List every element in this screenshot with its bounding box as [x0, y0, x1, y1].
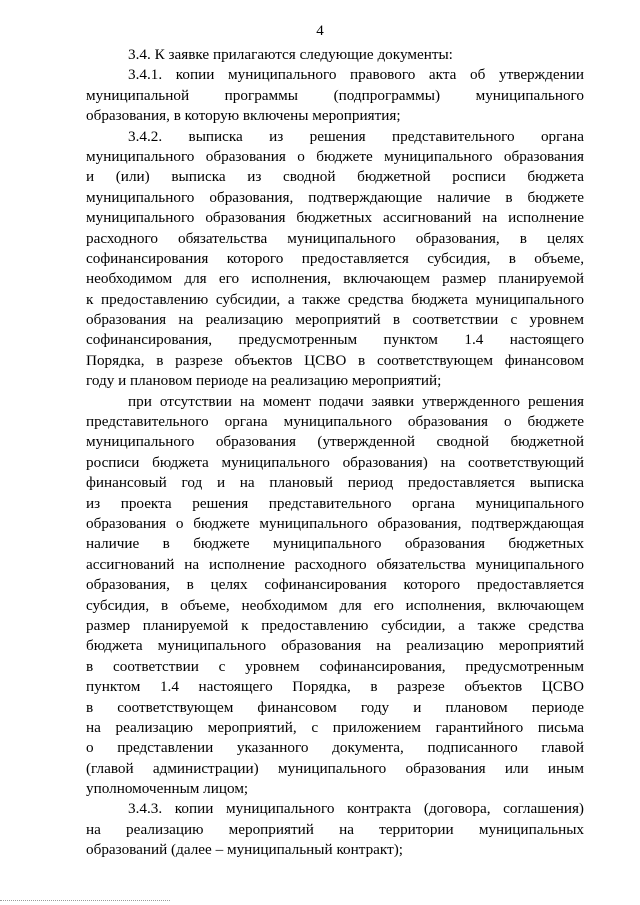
- text-line: к предоставлению субсидии, а также средства бюджета муниципального: [86, 290, 584, 308]
- text-line: муниципального образования, подтверждающие наличие в бюджете: [86, 188, 584, 206]
- scan-edge-mark: [0, 900, 170, 901]
- text-line: о представлении указанного документа, подписанного главой: [86, 739, 584, 757]
- text-line: софинансирования, предусмотренным пунктом 1.4 настоящего: [86, 331, 584, 349]
- text-line: финансовый год и на плановый период предоставляется выписка: [86, 474, 584, 492]
- text-line: софинансирования которого предоставляется субсидия, в объеме,: [86, 249, 584, 267]
- text-line: 3.4. К заявке прилагаются следующие документы:: [128, 46, 453, 63]
- text-line: наличие в бюджете муниципального образования бюджетных: [86, 535, 584, 553]
- text-line: образования, в целях софинансирования которого предоставляется: [86, 576, 584, 594]
- text-line: муниципального образования о бюджете муниципального образования: [86, 147, 584, 165]
- text-line: образований (далее – муниципальный контракт);: [86, 841, 404, 859]
- text-line: необходимом для его исполнения, включающем размер планируемой: [86, 270, 584, 288]
- text-line: 3.4.2. выписка из решения представительного органа: [128, 127, 584, 145]
- text-line: году и плановом периоде на реализацию мероприятий;: [86, 372, 442, 390]
- text-line: субсидия, в объеме, необходимом для его исполнения, включающем: [86, 596, 584, 614]
- text-line: образования, в которую включены мероприятия;: [86, 107, 401, 125]
- text-line: (главой администрации) муниципального образования или иным: [86, 759, 584, 777]
- text-line: на реализацию мероприятий на территории муниципальных: [86, 820, 584, 838]
- text-line: уполномоченным лицом;: [86, 780, 249, 798]
- text-line: муниципального образования (утвержденной сводной бюджетной: [86, 433, 584, 451]
- text-line: Порядка, в разрезе объектов ЦСВО в соответствующем финансовом: [86, 351, 584, 369]
- text-line: представительного органа муниципального образования о бюджете: [86, 413, 584, 431]
- text-line: образования на реализацию мероприятий в соответствии с уровнем: [86, 311, 584, 329]
- body-text: [86, 45, 584, 861]
- text-line: на реализацию мероприятий, с приложением гарантийного письма: [86, 718, 584, 736]
- text-line: муниципальной программы (подпрограммы) муниципального: [86, 86, 584, 104]
- text-line: размер планируемой к предоставлению субсидии, а также средства: [86, 616, 584, 634]
- text-line: из проекта решения представительного органа муниципального: [86, 494, 584, 512]
- text-line: ассигнований на исполнение расходного обязательства муниципального: [86, 555, 584, 573]
- text-line: при отсутствии на момент подачи заявки утвержденного решения: [128, 392, 584, 410]
- text-line: расходного обязательства муниципального образования, в целях: [86, 229, 584, 247]
- text-line: пунктом 1.4 настоящего Порядка, в разрезе объектов ЦСВО: [86, 678, 584, 696]
- text-line: в соответствии с уровнем софинансирования, предусмотренным: [86, 657, 584, 675]
- text-line: бюджета муниципального образования на реализацию мероприятий: [86, 637, 584, 655]
- text-line: и (или) выписка из сводной бюджетной росписи бюджета: [86, 168, 584, 186]
- text-line: в соответствующем финансовом году и плановом периоде: [86, 698, 584, 716]
- text-line: образования о бюджете муниципального образования, подтверждающая: [86, 514, 584, 532]
- text-line: росписи бюджета муниципального образования) на соответствующий: [86, 453, 584, 471]
- text-line: муниципального образования бюджетных ассигнований на исполнение: [86, 209, 584, 227]
- page-number: 4: [316, 23, 324, 39]
- text-line: 3.4.1. копии муниципального правового акта об утверждении: [128, 66, 584, 84]
- text-line: 3.4.3. копии муниципального контракта (договора, соглашения): [128, 800, 584, 818]
